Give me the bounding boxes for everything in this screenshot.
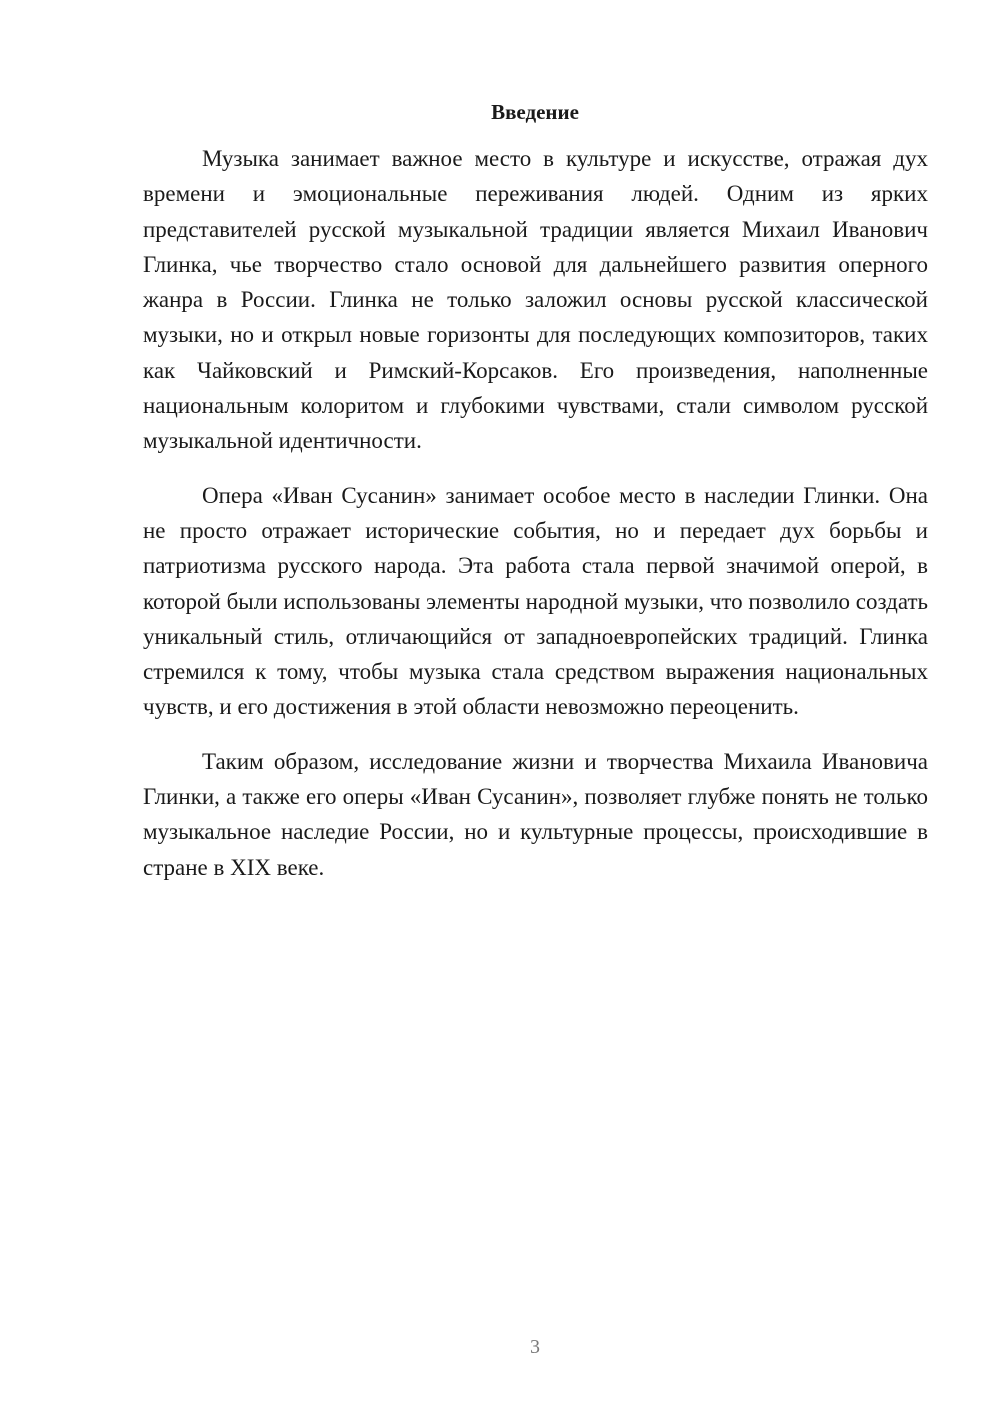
paragraph-conclusion: Таким образом, исследование жизни и творчества Михаила Ивановича Глинки, а также его оперы «Иван Сусанин», позволяет глубже понять не только музыкальное наследие России, но и культурные процессы, происходившие в стране в XIX веке. [143, 748, 928, 880]
paragraph-opera: Опера «Иван Сусанин» занимает особое место в наследии Глинки. Она не просто отражает исторические события, но и передает дух борьбы и патриотизма русского народа. Эта работа стала первой значимой оперой, в которой были использованы элементы народной музыки, что позволило создать уникальный стиль, отличающийся от западноевропейских традиций. Глинка стремился к тому, чтобы музыка стала средством выражения национальных чувств, и его достижения в этой области невозможно переоценить. [143, 482, 928, 720]
paragraph-intro: Музыка занимает важное место в культуре и искусстве, отражая дух времени и эмоциональные переживания людей. Одним из ярких представителей русской музыкальной традиции является Михаил Иванович Глинка, чье творчество стало основой для дальнейшего развития оперного жанра в России. Глинка не только заложил основы русской классической музыки, но и открыл новые горизонты для последующих композиторов, таких как Чайковский и Римский-Корсаков. Его произведения, наполненные национальным колоритом и глубокими чувствами, стали символом русской музыкальной идентичности. [143, 146, 928, 454]
section-title: Введение [491, 100, 579, 124]
document-body [143, 141, 928, 904]
page-number: 3 [530, 1336, 540, 1358]
